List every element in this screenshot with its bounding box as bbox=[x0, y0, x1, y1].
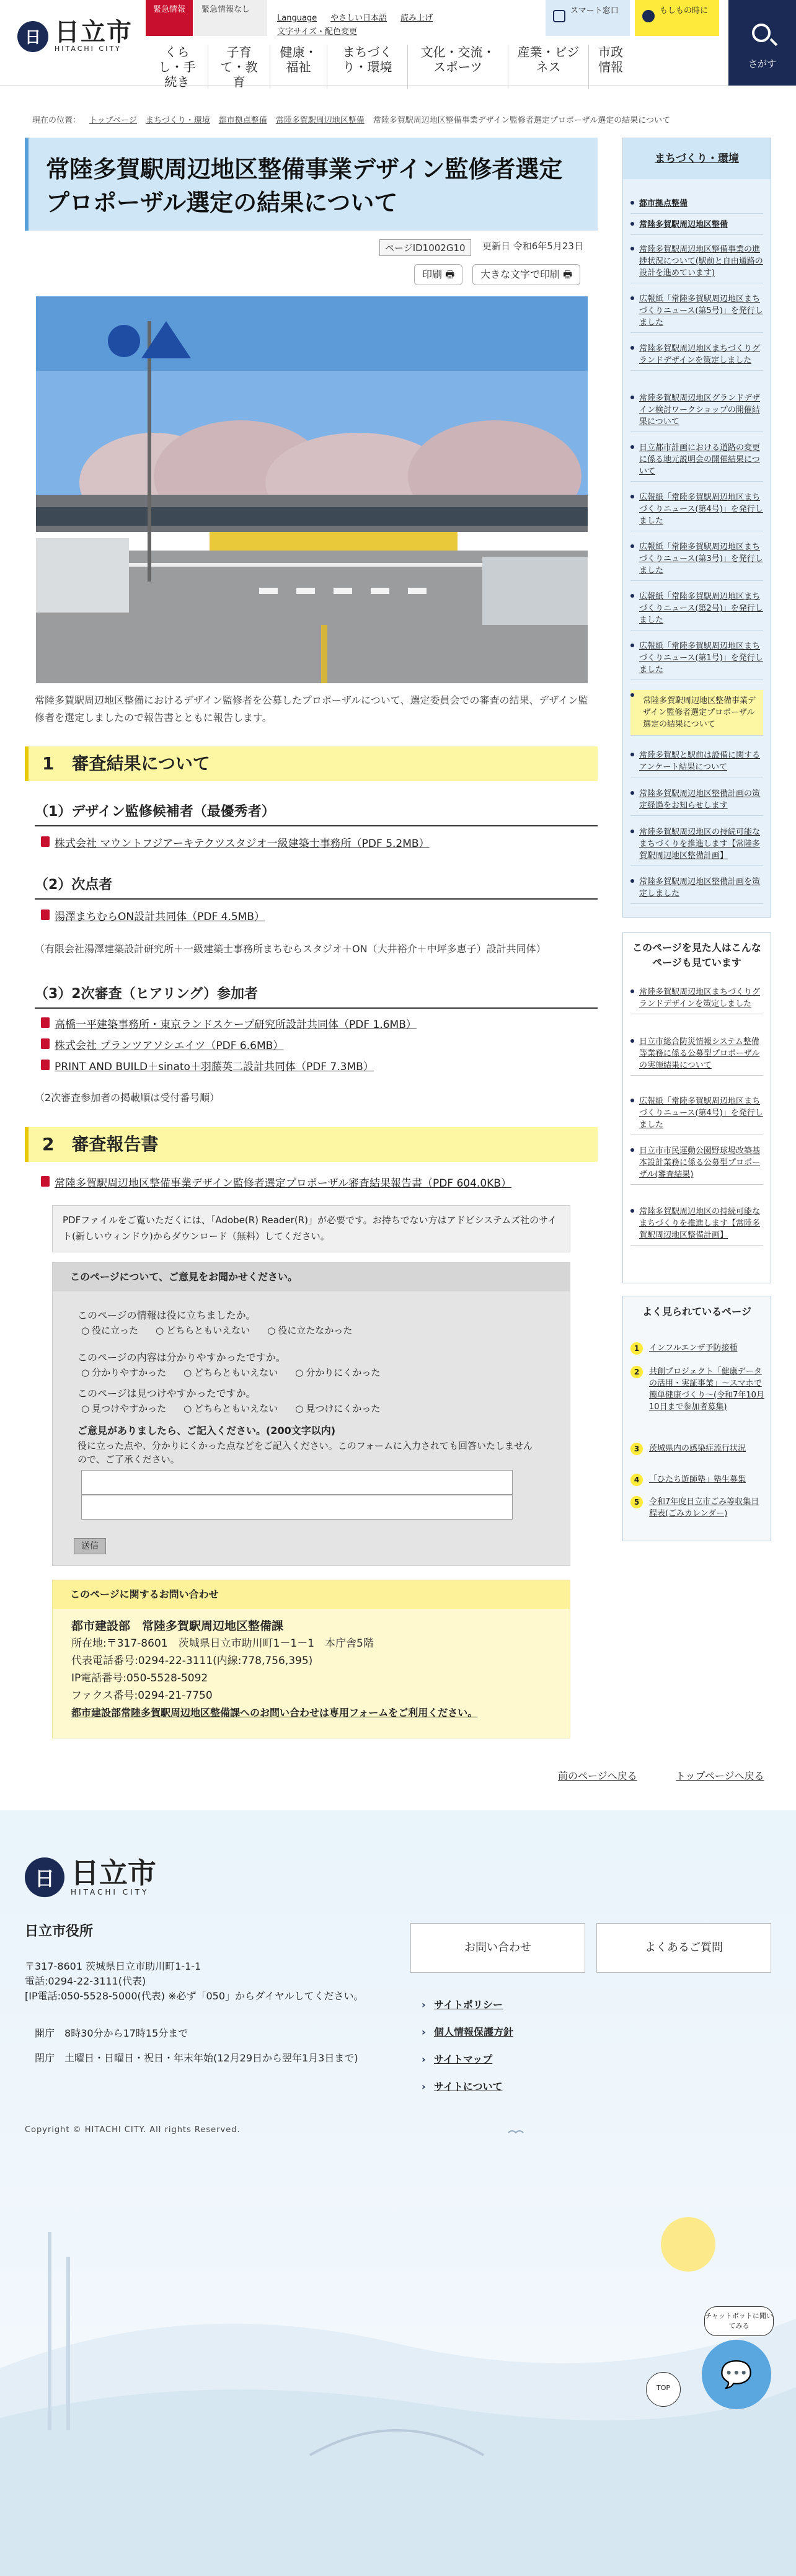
smart-window-button[interactable] bbox=[546, 0, 630, 36]
utility-links bbox=[277, 12, 433, 24]
popular-item-label: 茨城県内の感染症流行状況 bbox=[649, 1444, 746, 1453]
printer-icon: 🖶 bbox=[445, 268, 455, 280]
search-label: さがす bbox=[748, 58, 776, 69]
section-heading-results: 1 審査結果について bbox=[25, 746, 598, 781]
related-item[interactable]: 常陸多賀駅周辺地区の持続可能なまちづくりを推進します【常陸多賀駅周辺地区整備計画】 bbox=[630, 1206, 763, 1246]
nav-item-health[interactable]: 健康・福祉 bbox=[270, 45, 327, 89]
sidebar-item[interactable]: 日立都市計画における道路の変更に係る地元説明会の開催結果について bbox=[630, 442, 763, 482]
pdf-link-participant[interactable]: PRINT AND BUILD＋sinato＋羽藤英二設計共同体（PDF 7.3MB） bbox=[41, 1058, 374, 1073]
submit-button[interactable]: 送信 bbox=[74, 1538, 106, 1554]
page-id: ページID1002G10 bbox=[379, 239, 471, 256]
popular-item[interactable]: 2 共創プロジェクト「健康データの活用・実証事業」～スマホで簡単健康づくり～(令和7年10月10日まで参加者募集) bbox=[630, 1366, 764, 1413]
question-useful: このページの情報は役に立ちましたか。 bbox=[77, 1309, 256, 1321]
footer-link[interactable]: › サイトマップ bbox=[422, 2046, 513, 2073]
radio-option[interactable]: ○ 分かりやすかった bbox=[81, 1366, 166, 1379]
back-prev-link[interactable]: 前のページへ戻る bbox=[558, 1770, 637, 1782]
footer-link[interactable]: › 個人情報保護方針 bbox=[422, 2019, 513, 2046]
open-label: 開庁 bbox=[35, 2027, 55, 2039]
printer-icon: 🖶 bbox=[563, 268, 573, 280]
sidebar-nav bbox=[622, 138, 771, 918]
footer-link[interactable]: › サイトポリシー bbox=[422, 1991, 513, 2019]
radio-option[interactable]: ○ どちらともいえない bbox=[156, 1324, 250, 1337]
print-large-button[interactable] bbox=[472, 264, 580, 285]
open-hours: 8時30分から17時15分まで bbox=[64, 2027, 188, 2039]
nav-item-government[interactable]: 市政情報 bbox=[598, 45, 623, 74]
radio-option[interactable]: ○ どちらともいえない bbox=[184, 1366, 278, 1379]
popular-item-label: 「ひたち遊師塾」塾生募集 bbox=[649, 1475, 746, 1484]
footer-city-hall: 日立市役所 bbox=[25, 1924, 94, 1939]
pdf-link-runner-up[interactable]: 湯澤まちむらON設計共同体（PDF 4.5MB） bbox=[41, 908, 265, 923]
contact-ip: IP電話番号:050-5528-5092 bbox=[71, 1672, 208, 1684]
close-days: 土曜日・日曜日・祝日・年末年始(12月29日から翌年1月3日まで) bbox=[64, 2052, 358, 2064]
contact-tel: 代表電話番号:0294-22-3111(内線:778,756,395) bbox=[71, 1655, 313, 1667]
popular-item[interactable]: 4 「ひたち遊師塾」塾生募集 bbox=[630, 1474, 764, 1485]
footer-logo-name: 日立市 bbox=[71, 1856, 156, 1890]
breadcrumb-item[interactable]: まちづくり・環境 bbox=[145, 116, 210, 125]
contact-address: 所在地:〒317-8601 茨城県日立市助川町1－1－1 本庁舎5階 bbox=[71, 1637, 374, 1650]
breadcrumb-item[interactable]: 都市拠点整備 bbox=[218, 116, 267, 125]
popular-pages bbox=[622, 1296, 771, 1541]
sidebar-item[interactable]: 広報紙「常陸多賀駅周辺地区まちづくりニュース(第3号)」を発行しました bbox=[630, 541, 763, 581]
pdf-reader-note: PDFファイルをご覧いただくには、「Adobe(R) Reader(R)」が必要です。お持ちでない方はアドビシステムズ社のサイト(新しいウィンドウ)からダウンロード（無料）してください。 bbox=[52, 1205, 570, 1252]
footer-tel: 電話:0294-22-3111(代表) bbox=[25, 1975, 146, 1987]
search-icon bbox=[752, 24, 771, 42]
comment-textarea[interactable] bbox=[81, 1470, 513, 1495]
lead-text: 常陸多賀駅周辺地区整備におけるデザイン監修者を公募したプロポーザルについて、選定委員会での審査の結果、デザイン監修者を選定しましたので報告書とともに報告します。 bbox=[35, 694, 588, 724]
related-item[interactable]: 日立市総合防災情報システム整備等業務に係る公募型プロポーザルの実施結果について bbox=[630, 1036, 763, 1076]
feedback-form bbox=[52, 1262, 570, 1566]
back-top-link[interactable]: トップページへ戻る bbox=[676, 1770, 764, 1782]
chatbot-icon[interactable]: 💬 bbox=[702, 2340, 771, 2409]
nav-item-living[interactable]: くらし・手続き bbox=[146, 45, 208, 89]
inquiry-button[interactable]: お問い合わせ bbox=[410, 1923, 585, 1973]
emergency-guide-button[interactable] bbox=[635, 0, 719, 36]
contact-dept: 都市建設部 常陸多賀駅周辺地区整備課 bbox=[71, 1619, 284, 1633]
runner-up-note: （有限会社湯澤建築設計研究所＋一級建築士事務所まちむらスタジオ＋ON（大井裕介＋中坪多恵子）設計共同体） bbox=[35, 943, 546, 955]
emergency-button[interactable]: 緊急情報 bbox=[146, 0, 193, 36]
pdf-link-report[interactable]: 常陸多賀駅周辺地区整備事業デザイン監修者選定プロポーザル審査結果報告書（PDF 604.0KB） bbox=[41, 1174, 511, 1190]
sidebar-item[interactable]: 広報紙「常陸多賀駅周辺地区まちづくりニュース(第4号)」を発行しました bbox=[630, 492, 763, 531]
radio-option[interactable]: ○ 役に立った bbox=[81, 1324, 138, 1337]
chatbot-bubble[interactable]: チャットボットに聞いてみる bbox=[704, 2306, 774, 2336]
popular-title: よく見られているページ bbox=[642, 1306, 751, 1317]
contact-title: このページに関するお問い合わせ bbox=[53, 1580, 570, 1609]
related-pages bbox=[622, 932, 771, 1283]
footer-links bbox=[422, 1991, 513, 2100]
search-button[interactable] bbox=[728, 0, 796, 86]
radio-option[interactable]: ○ どちらともいえない bbox=[184, 1402, 278, 1415]
footer-addr: 〒317-8601 茨城県日立市助川町1-1-1 bbox=[25, 1960, 201, 1972]
easy-japanese-link[interactable]: やさしい日本語 bbox=[330, 14, 387, 23]
sidebar-item[interactable]: 常陸多賀駅周辺地区整備計画を策定しました bbox=[630, 876, 763, 904]
footer-address bbox=[25, 1959, 364, 2004]
contact-form-link[interactable]: 都市建設部常陸多賀駅周辺地区整備課へのお問い合わせは専用フォームをご利用ください。 bbox=[71, 1707, 478, 1719]
related-item[interactable]: 日立市市民運動公園野球場改築基本設計業務に係る公募型プロポーザル(審査結果) bbox=[630, 1145, 763, 1185]
smart-label: スマート窓口 bbox=[570, 6, 619, 15]
pdf-link-winner[interactable]: 株式会社 マウントフジアーキテクツスタジオ一級建築士事務所（PDF 5.2MB） bbox=[41, 834, 430, 850]
radio-option[interactable]: ○ 見つけやすかった bbox=[81, 1402, 166, 1415]
sidebar-item[interactable]: 広報紙「常陸多賀駅周辺地区まちづくりニュース(第5号)」を発行しました bbox=[630, 293, 763, 333]
sidebar-item[interactable]: 都市拠点整備 bbox=[630, 198, 763, 214]
nav-item-culture[interactable]: 文化・交流・スポーツ bbox=[408, 45, 508, 89]
popular-item[interactable]: 3 茨城県内の感染症流行状況 bbox=[630, 1443, 764, 1454]
print-label: 印刷 bbox=[422, 268, 443, 280]
site-logo[interactable] bbox=[17, 20, 133, 53]
subheading-participants: （3）2次審査（ヒアリング）参加者 bbox=[35, 983, 598, 1009]
breadcrumb-current: 常陸多賀駅周辺地区整備事業デザイン監修者選定プロポーザル選定の結果について bbox=[373, 116, 670, 125]
sidebar-item[interactable]: 常陸多賀駅周辺地区整備事業の進捗状況について(駅前と自由通路の設計を進めています) bbox=[630, 244, 763, 283]
station-photo bbox=[36, 296, 588, 683]
breadcrumb bbox=[32, 113, 670, 125]
updated-date: 更新日 令和6年5月23日 bbox=[482, 241, 583, 252]
logo-en: HITACHI CITY bbox=[55, 45, 122, 53]
smartphone-icon bbox=[553, 10, 565, 22]
sidebar-item[interactable]: 常陸多賀駅周辺地区の持続可能なまちづくりを推進します【常陸多賀駅周辺地区整備計画】 bbox=[630, 826, 763, 866]
sidebar-item[interactable]: 広報紙「常陸多賀駅周辺地区まちづくりニュース(第2号)」を発行しました bbox=[630, 591, 763, 631]
sidebar-item-current: 常陸多賀駅周辺地区整備事業デザイン監修者選定プロポーザル選定の結果について bbox=[630, 690, 763, 736]
sidebar-item[interactable]: 常陸多賀駅周辺地区整備 bbox=[630, 219, 763, 235]
sidebar-item[interactable]: 常陸多賀駅周辺地区グランドデザイン検討ワークショップの開催結果について bbox=[630, 392, 763, 432]
faq-button[interactable]: よくあるご質問 bbox=[596, 1923, 771, 1973]
footer-hours bbox=[35, 2021, 358, 2071]
contact-fax: ファクス番号:0294-21-7750 bbox=[71, 1689, 213, 1702]
radio-option[interactable]: ○ 役に立たなかった bbox=[267, 1324, 352, 1337]
font-size-link[interactable]: 文字サイズ・配色変更 bbox=[277, 27, 357, 37]
footer-link[interactable]: › サイトについて bbox=[422, 2073, 513, 2100]
footer-ip: [IP電話:050-5528-5000(代表) ※必ず「050」からダイヤルしてください。 bbox=[25, 1990, 364, 2002]
city-emblem-icon: 日 bbox=[17, 21, 48, 52]
moshimo-label: もしもの時に bbox=[660, 6, 709, 15]
read-aloud-link[interactable]: 読み上げ bbox=[400, 14, 433, 23]
breadcrumb-item[interactable]: 常陸多賀駅周辺地区整備 bbox=[275, 116, 365, 125]
related-item[interactable]: 常陸多賀駅周辺地区まちづくりグランドデザインを策定しました bbox=[630, 986, 763, 1014]
logo-name: 日立市 bbox=[55, 18, 133, 46]
sidebar-item[interactable]: 広報紙「常陸多賀駅周辺地区まちづくりニュース(第1号)」を発行しました bbox=[630, 640, 763, 680]
close-label: 閉庁 bbox=[35, 2052, 55, 2064]
footer-logo-en: HITACHI CITY bbox=[71, 1888, 149, 1897]
radio-option[interactable]: ○ 見つけにくかった bbox=[295, 1402, 380, 1415]
emergency-status: 緊急情報なし bbox=[194, 0, 267, 36]
question-comments: ご意見がありましたら、ご記入ください。(200文字以内) bbox=[77, 1425, 336, 1436]
copyright: Copyright © HITACHI CITY. All rights Reserved. bbox=[25, 2125, 241, 2135]
question-findability: このページは見つけやすかったですか。 bbox=[77, 1388, 256, 1399]
breadcrumb-label: 現在の位置： bbox=[32, 116, 81, 125]
footer-logo[interactable] bbox=[25, 1857, 156, 1897]
sidebar-title[interactable]: まちづくり・環境 bbox=[623, 138, 771, 179]
pdf-link-participant[interactable]: 株式会社 プランツアソシエイツ（PDF 6.6MB） bbox=[41, 1037, 283, 1052]
print-large-label: 大きな文字で印刷 bbox=[480, 268, 560, 280]
sidebar-item[interactable]: 常陸多賀駅周辺地区整備計画の策定経過をお知らせします bbox=[630, 788, 763, 816]
city-emblem-icon: 日 bbox=[25, 1857, 64, 1897]
language-link[interactable]: Language bbox=[277, 14, 317, 23]
comments-note: 役に立った点や、分かりにくかった点などをご記入ください。このフォームに入力されても回答いたしませんので、ご了承ください。 bbox=[77, 1440, 533, 1465]
global-nav bbox=[146, 45, 632, 89]
popular-item-label: 共創プロジェクト「健康データの活用・実証事業」～スマホで簡単健康づくり～(令和7年10月10日まで参加者募集) bbox=[649, 1367, 764, 1412]
site-header bbox=[0, 0, 796, 89]
print-button[interactable] bbox=[414, 264, 462, 285]
related-item[interactable]: 広報紙「常陸多賀駅周辺地区まちづくりニュース(第4号)」を発行しました bbox=[630, 1095, 763, 1135]
popular-item-label: 令和7年度日立市ごみ等収集日程表(ごみカレンダー) bbox=[649, 1497, 759, 1518]
popular-item[interactable]: 5 令和7年度日立市ごみ等収集日程表(ごみカレンダー) bbox=[630, 1496, 764, 1520]
to-top-button[interactable]: TOP bbox=[646, 2372, 681, 2407]
nav-item-childcare[interactable]: 子育て・教育 bbox=[208, 45, 270, 89]
subheading-winner: （1）デザイン監修候補者（最優秀者） bbox=[35, 801, 598, 826]
contact-box bbox=[52, 1580, 570, 1738]
plus-icon bbox=[642, 10, 655, 22]
page-title-box bbox=[25, 138, 598, 231]
page-title: 常陸多賀駅周辺地区整備事業デザイン監修者選定プロポーザル選定の結果について bbox=[46, 156, 563, 216]
pdf-link-participant[interactable]: 高橋一平建築事務所・東京ランドスケープ研究所設計共同体（PDF 1.6MB） bbox=[41, 1016, 417, 1031]
participants-note: （2次審査参加者の掲載順は受付番号順） bbox=[35, 1092, 220, 1104]
popular-item-label: インフルエンザ予防接種 bbox=[649, 1343, 738, 1353]
subheading-runner-up: （2）次点者 bbox=[35, 874, 598, 900]
sidebar-item[interactable]: 常陸多賀駅と駅前は設備に関するアンケート結果について bbox=[630, 750, 763, 777]
popular-item[interactable]: 1 インフルエンザ予防接種 bbox=[630, 1342, 764, 1354]
breadcrumb-item[interactable]: トップページ bbox=[89, 116, 137, 125]
question-clarity: このページの内容は分かりやすかったですか。 bbox=[77, 1352, 286, 1363]
comment-textarea[interactable] bbox=[81, 1495, 513, 1520]
radio-option[interactable]: ○ 分かりにくかった bbox=[295, 1366, 380, 1379]
nav-item-industry[interactable]: 産業・ビジネス bbox=[508, 45, 589, 89]
section-heading-report: 2 審査報告書 bbox=[25, 1127, 598, 1162]
nav-item-town[interactable]: まちづくり・環境 bbox=[327, 45, 408, 89]
related-title: このページを見た人はこんなページも見ています bbox=[632, 942, 761, 968]
feedback-title: このページについて、ご意見をお聞かせください。 bbox=[53, 1263, 570, 1291]
sidebar-item[interactable]: 常陸多賀駅周辺地区まちづくりグランドデザインを策定しました bbox=[630, 343, 763, 371]
